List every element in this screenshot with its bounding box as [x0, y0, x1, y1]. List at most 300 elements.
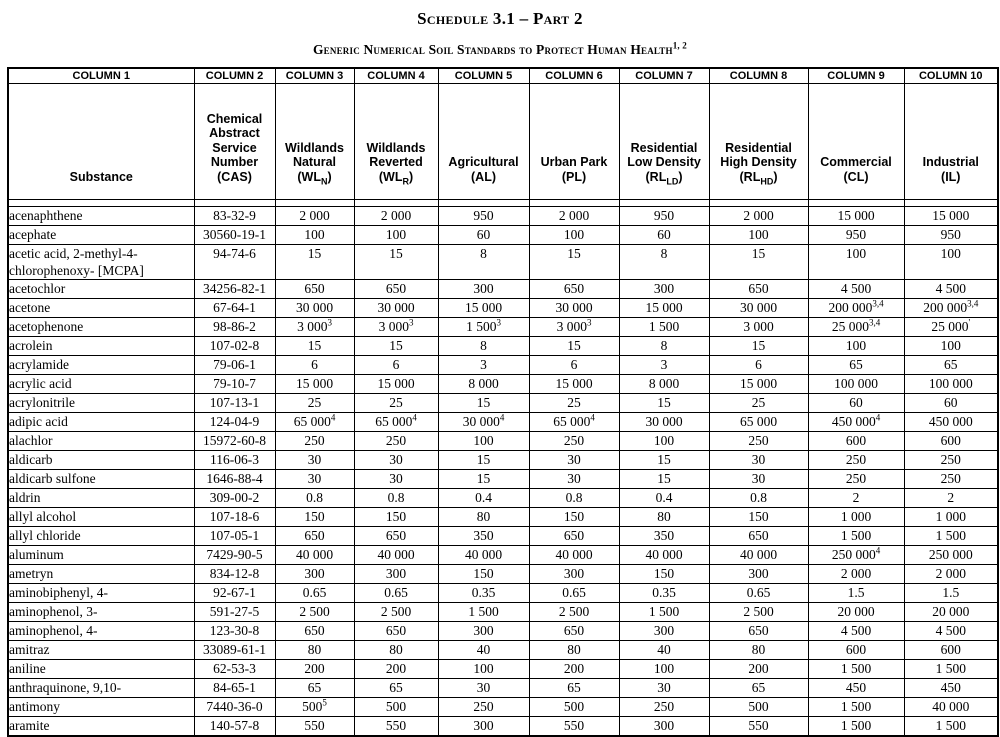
standard-value-cell: 15 000: [529, 375, 619, 394]
standard-value-cell: 40 000: [619, 546, 709, 565]
standard-value-cell: 300: [438, 717, 529, 736]
standard-value-cell: 300: [438, 280, 529, 299]
standard-value-cell: 600: [904, 432, 998, 451]
standard-value-cell: 60: [808, 394, 904, 413]
standard-value-cell: 950: [904, 226, 998, 245]
substance-cell: aminophenol, 4-: [8, 622, 194, 641]
standard-value-cell: 650: [354, 622, 438, 641]
standard-value-cell: 4 500: [904, 280, 998, 299]
standard-value-cell: 0.65: [709, 584, 808, 603]
substance-cell: acetone: [8, 299, 194, 318]
standard-value-cell: 15: [354, 245, 438, 280]
substance-cell: acrylonitrile: [8, 394, 194, 413]
cas-number-cell: 98-86-2: [194, 318, 275, 337]
standard-value-cell: 0.65: [529, 584, 619, 603]
column-title-header: Wildlands Natural $(WL_N)$: [275, 84, 354, 200]
standard-value-cell: 100: [275, 226, 354, 245]
standard-value-cell: 0.8: [275, 489, 354, 508]
substance-cell: allyl alcohol: [8, 508, 194, 527]
standard-value-cell: 500: [354, 698, 438, 717]
standard-value-cell: 1.5: [904, 584, 998, 603]
table-row: [8, 245, 998, 280]
spacer-cell: [904, 200, 998, 207]
substance-cell: acrylamide: [8, 356, 194, 375]
standard-value-cell: 25 000': [904, 318, 998, 337]
standard-value-cell: 8 000: [438, 375, 529, 394]
column-number-header: COLUMN 8: [709, 68, 808, 84]
standard-value-cell: 2: [904, 489, 998, 508]
standard-value-cell: 20 000: [808, 603, 904, 622]
substance-cell: acetic acid, 2-methyl-4-chlorophenoxy- [MCPA]: [8, 245, 194, 280]
cas-number-cell: 92-67-1: [194, 584, 275, 603]
substance-cell: ametryn: [8, 565, 194, 584]
standard-value-cell: 1 500: [808, 527, 904, 546]
standard-value-cell: 15 000: [619, 299, 709, 318]
standard-value-cell: 150: [438, 565, 529, 584]
cas-number-cell: 107-05-1: [194, 527, 275, 546]
standard-value-cell: 250: [808, 451, 904, 470]
column-title-row: [8, 84, 998, 200]
standard-value-cell: 65: [904, 356, 998, 375]
standard-value-cell: 30: [275, 451, 354, 470]
standard-value-cell: 65 $000^4$: [354, 413, 438, 432]
standard-value-cell: 0.4: [438, 489, 529, 508]
standard-value-cell: 3: [438, 356, 529, 375]
column-number-header: COLUMN 10: [904, 68, 998, 84]
standard-value-cell: 65: [529, 679, 619, 698]
standard-value-cell: 30 000: [529, 299, 619, 318]
standard-value-cell: 1 500: [808, 717, 904, 736]
column-title-header: Commercial (CL): [808, 84, 904, 200]
standard-value-cell: 100: [438, 660, 529, 679]
standard-value-cell: 30 000: [275, 299, 354, 318]
standard-value-cell: 30: [529, 451, 619, 470]
column-number-header: COLUMN 5: [438, 68, 529, 84]
column-title-header: Residential High Density $(RL_{HD})$: [709, 84, 808, 200]
standard-value-cell: 2 000: [354, 207, 438, 226]
table-row: [8, 717, 998, 736]
standard-value-cell: 30 000: [354, 299, 438, 318]
table-row: [8, 508, 998, 527]
standard-value-cell: 30 000: [619, 413, 709, 432]
standard-value-cell: 30: [275, 470, 354, 489]
standard-value-cell: 30: [354, 451, 438, 470]
table-row: [8, 565, 998, 584]
spacer-row: [8, 200, 998, 207]
standard-value-cell: 100: [709, 226, 808, 245]
spacer-cell: [709, 200, 808, 207]
cas-number-cell: 67-64-1: [194, 299, 275, 318]
standard-value-cell: 15: [354, 337, 438, 356]
standard-value-cell: 40 000: [904, 698, 998, 717]
cas-number-cell: 140-57-8: [194, 717, 275, 736]
column-number-header: COLUMN 7: [619, 68, 709, 84]
spacer-cell: [438, 200, 529, 207]
standard-value-cell: 650: [275, 622, 354, 641]
standard-value-cell: 2 000: [808, 565, 904, 584]
standard-value-cell: 200 000$^{3,4}$: [808, 299, 904, 318]
cas-number-cell: 116-06-3: [194, 451, 275, 470]
standard-value-cell: 1 500: [619, 318, 709, 337]
standard-value-cell: 2 000: [904, 565, 998, 584]
cas-number-cell: 30560-19-1: [194, 226, 275, 245]
substance-cell: acrylic acid: [8, 375, 194, 394]
standard-value-cell: 25: [354, 394, 438, 413]
standard-value-cell: 6: [354, 356, 438, 375]
standard-value-cell: 40 000: [354, 546, 438, 565]
standard-value-cell: 65 000: [709, 413, 808, 432]
standard-value-cell: 65: [808, 356, 904, 375]
standard-value-cell: 6: [529, 356, 619, 375]
standard-value-cell: 2 000: [275, 207, 354, 226]
standard-value-cell: 300: [354, 565, 438, 584]
column-title-header: Chemical Abstract Service Number (CAS): [194, 84, 275, 200]
spacer-cell: [275, 200, 354, 207]
substance-cell: allyl chloride: [8, 527, 194, 546]
standard-value-cell: 500: [529, 698, 619, 717]
standard-value-cell: 650: [354, 527, 438, 546]
standard-value-cell: 1 000: [904, 508, 998, 527]
standard-value-cell: 4 500: [904, 622, 998, 641]
cas-number-cell: 107-18-6: [194, 508, 275, 527]
standard-value-cell: 1 500: [904, 717, 998, 736]
cas-number-cell: 107-02-8: [194, 337, 275, 356]
standard-value-cell: 6: [275, 356, 354, 375]
standard-value-cell: 100: [354, 226, 438, 245]
column-title-header: Substance: [8, 84, 194, 200]
standard-value-cell: 1 500: [808, 698, 904, 717]
standard-value-cell: 650: [275, 527, 354, 546]
substance-cell: acrolein: [8, 337, 194, 356]
standard-value-cell: 15 000: [904, 207, 998, 226]
standard-value-cell: 8: [438, 245, 529, 280]
substance-cell: aminobiphenyl, 4-: [8, 584, 194, 603]
standard-value-cell: 3 $000^3$: [354, 318, 438, 337]
standard-value-cell: 6: [709, 356, 808, 375]
standard-value-cell: 100: [619, 660, 709, 679]
standard-value-cell: 65 $000^4$: [529, 413, 619, 432]
standard-value-cell: 40 000: [275, 546, 354, 565]
standard-value-cell: 1 500: [904, 660, 998, 679]
cas-number-cell: 123-30-8: [194, 622, 275, 641]
spacer-cell: [808, 200, 904, 207]
standard-value-cell: 15 000: [808, 207, 904, 226]
cas-number-cell: 79-10-7: [194, 375, 275, 394]
standard-value-cell: 150: [619, 565, 709, 584]
cas-number-cell: 834-12-8: [194, 565, 275, 584]
standard-value-cell: 250: [904, 470, 998, 489]
standard-value-cell: 150: [709, 508, 808, 527]
standard-value-cell: 60: [619, 226, 709, 245]
standard-value-cell: 650: [709, 622, 808, 641]
cas-number-cell: 33089-61-1: [194, 641, 275, 660]
standard-value-cell: 950: [619, 207, 709, 226]
standard-value-cell: 650: [529, 280, 619, 299]
standard-value-cell: 0.65: [354, 584, 438, 603]
standard-value-cell: 30: [354, 470, 438, 489]
standard-value-cell: 650: [275, 280, 354, 299]
standard-value-cell: 250: [354, 432, 438, 451]
standard-value-cell: 2 500: [275, 603, 354, 622]
standard-value-cell: 1 500: [904, 527, 998, 546]
standard-value-cell: 950: [808, 226, 904, 245]
page-subtitle-text: Generic Numerical Soil Standards to Protect Human Health: [312, 42, 673, 57]
standard-value-cell: 65: [354, 679, 438, 698]
table-row: [8, 280, 998, 299]
substance-cell: alachlor: [8, 432, 194, 451]
standard-value-cell: 1 500: [808, 660, 904, 679]
table-row: [8, 641, 998, 660]
standard-value-cell: 8: [619, 337, 709, 356]
standard-value-cell: 1.5: [808, 584, 904, 603]
table-row: [8, 432, 998, 451]
standard-value-cell: 350: [438, 527, 529, 546]
spacer-cell: [529, 200, 619, 207]
standard-value-cell: 1 500: [438, 603, 529, 622]
standard-value-cell: 30: [619, 679, 709, 698]
table-row: [8, 318, 998, 337]
cas-number-cell: 1646-88-4: [194, 470, 275, 489]
standard-value-cell: 100: [808, 337, 904, 356]
standard-value-cell: 250: [808, 470, 904, 489]
cas-number-cell: 83-32-9: [194, 207, 275, 226]
standard-value-cell: 25: [709, 394, 808, 413]
standard-value-cell: 550: [529, 717, 619, 736]
standard-value-cell: 2 500: [354, 603, 438, 622]
standard-value-cell: 200: [709, 660, 808, 679]
column-title-header: Residential Low Density $(RL_{LD})$: [619, 84, 709, 200]
standard-value-cell: 3 $000^3$: [529, 318, 619, 337]
standard-value-cell: 450: [808, 679, 904, 698]
standard-value-cell: 250: [904, 451, 998, 470]
standard-value-cell: 60: [904, 394, 998, 413]
cas-number-cell: 591-27-5: [194, 603, 275, 622]
column-title-header: Urban Park (PL): [529, 84, 619, 200]
standard-value-cell: 100: [808, 245, 904, 280]
standard-value-cell: 200: [354, 660, 438, 679]
standard-value-cell: 650: [529, 527, 619, 546]
table-row: [8, 394, 998, 413]
table-row: [8, 546, 998, 565]
standard-value-cell: 250 000: [904, 546, 998, 565]
cas-number-cell: 15972-60-8: [194, 432, 275, 451]
standard-value-cell: 300: [619, 280, 709, 299]
standard-value-cell: 15 000: [354, 375, 438, 394]
standard-value-cell: 3: [619, 356, 709, 375]
standard-value-cell: 100 000: [808, 375, 904, 394]
standard-value-cell: 350: [619, 527, 709, 546]
standard-value-cell: 15: [529, 245, 619, 280]
cas-number-cell: 62-53-3: [194, 660, 275, 679]
standard-value-cell: 80: [709, 641, 808, 660]
cas-number-cell: 7429-90-5: [194, 546, 275, 565]
standard-value-cell: 15: [709, 337, 808, 356]
standard-value-cell: 2 000: [709, 207, 808, 226]
standard-value-cell: 550: [709, 717, 808, 736]
standard-value-cell: 650: [709, 280, 808, 299]
standard-value-cell: 4 500: [808, 280, 904, 299]
standard-value-cell: 40 000: [438, 546, 529, 565]
standard-value-cell: 15: [438, 394, 529, 413]
substance-cell: aldicarb sulfone: [8, 470, 194, 489]
standard-value-cell: 0.35: [438, 584, 529, 603]
standard-value-cell: 100: [438, 432, 529, 451]
page-subtitle-footnote-marker: 1, 2: [672, 40, 688, 51]
standard-value-cell: 450 $000^4$: [808, 413, 904, 432]
standard-value-cell: 450 000: [904, 413, 998, 432]
standard-value-cell: 100: [904, 245, 998, 280]
standard-value-cell: 15: [275, 337, 354, 356]
standard-value-cell: 2 500: [709, 603, 808, 622]
standard-value-cell: 1 $500^3$: [438, 318, 529, 337]
standard-value-cell: 550: [354, 717, 438, 736]
cas-number-cell: 79-06-1: [194, 356, 275, 375]
table-row: [8, 679, 998, 698]
table-row: [8, 489, 998, 508]
substance-cell: aldrin: [8, 489, 194, 508]
standard-value-cell: 250 $000^4$: [808, 546, 904, 565]
standard-value-cell: 550: [275, 717, 354, 736]
page-subtitle: [0, 42, 1000, 58]
standard-value-cell: 100: [619, 432, 709, 451]
standard-value-cell: 0.8: [709, 489, 808, 508]
standard-value-cell: 500: [709, 698, 808, 717]
standard-value-cell: 250: [275, 432, 354, 451]
standard-value-cell: 25: [275, 394, 354, 413]
standard-value-cell: 30 $000^4$: [438, 413, 529, 432]
standard-value-cell: 65: [709, 679, 808, 698]
table-row: [8, 584, 998, 603]
spacer-cell: [619, 200, 709, 207]
table-row: [8, 299, 998, 318]
standard-value-cell: 250: [709, 432, 808, 451]
standard-value-cell: 15: [529, 337, 619, 356]
substance-cell: anthraquinone, 9,10-: [8, 679, 194, 698]
standard-value-cell: 300: [275, 565, 354, 584]
standard-value-cell: 2 000: [529, 207, 619, 226]
spacer-cell: [194, 200, 275, 207]
standard-value-cell: 15: [709, 245, 808, 280]
column-number-header: COLUMN 4: [354, 68, 438, 84]
standard-value-cell: 80: [438, 508, 529, 527]
standard-value-cell: 4 500: [808, 622, 904, 641]
table-row: [8, 375, 998, 394]
standard-value-cell: 1 000: [808, 508, 904, 527]
standard-value-cell: 950: [438, 207, 529, 226]
substance-cell: aluminum: [8, 546, 194, 565]
standard-value-cell: 40 000: [709, 546, 808, 565]
standard-value-cell: 650: [709, 527, 808, 546]
standard-value-cell: 2 500: [529, 603, 619, 622]
standard-value-cell: 300: [619, 622, 709, 641]
standard-value-cell: 15: [619, 394, 709, 413]
table-row: [8, 527, 998, 546]
standard-value-cell: 2: [808, 489, 904, 508]
column-title-header: Wildlands Reverted $(WL_R)$: [354, 84, 438, 200]
standard-value-cell: 200 000$^{3,4}$: [904, 299, 998, 318]
standard-value-cell: 25 000$^{3,4}$: [808, 318, 904, 337]
standard-value-cell: 80: [275, 641, 354, 660]
page-title: Schedule 3.1 – Part 2: [417, 9, 583, 28]
standard-value-cell: 30: [709, 470, 808, 489]
standard-value-cell: 600: [808, 432, 904, 451]
standard-value-cell: 0.8: [529, 489, 619, 508]
standard-value-cell: 15 000: [438, 299, 529, 318]
standard-value-cell: 65 $000^4$: [275, 413, 354, 432]
standard-value-cell: 250: [619, 698, 709, 717]
standard-value-cell: 3 000: [709, 318, 808, 337]
standard-value-cell: 650: [529, 622, 619, 641]
standard-value-cell: 60: [438, 226, 529, 245]
standard-value-cell: 100: [904, 337, 998, 356]
table-row: [8, 470, 998, 489]
substance-cell: adipic acid: [8, 413, 194, 432]
standard-value-cell: 300: [619, 717, 709, 736]
table-row: [8, 356, 998, 375]
substance-cell: acephate: [8, 226, 194, 245]
table-row: [8, 337, 998, 356]
cas-number-cell: 94-74-6: [194, 245, 275, 280]
standard-value-cell: 30 000: [709, 299, 808, 318]
standard-value-cell: 300: [438, 622, 529, 641]
standard-value-cell: 8: [619, 245, 709, 280]
soil-standards-table: [7, 67, 999, 737]
standard-value-cell: 15: [438, 451, 529, 470]
standard-value-cell: 15: [619, 470, 709, 489]
standard-value-cell: 15: [275, 245, 354, 280]
standard-value-cell: 150: [275, 508, 354, 527]
standard-value-cell: 8 000: [619, 375, 709, 394]
standard-value-cell: 100: [529, 226, 619, 245]
standard-value-cell: 8: [438, 337, 529, 356]
standard-value-cell: 300: [529, 565, 619, 584]
column-number-header: COLUMN 1: [8, 68, 194, 84]
table-row: [8, 451, 998, 470]
column-number-row: [8, 68, 998, 84]
standard-value-cell: 40: [619, 641, 709, 660]
column-number-header: COLUMN 9: [808, 68, 904, 84]
standard-value-cell: 30: [709, 451, 808, 470]
spacer-cell: [8, 200, 194, 207]
cas-number-cell: 84-65-1: [194, 679, 275, 698]
standard-value-cell: 600: [808, 641, 904, 660]
table-row: [8, 226, 998, 245]
standard-value-cell: 0.8: [354, 489, 438, 508]
table-row: [8, 603, 998, 622]
column-number-header: COLUMN 3: [275, 68, 354, 84]
standard-value-cell: 1 500: [619, 603, 709, 622]
table-row: [8, 207, 998, 226]
standard-value-cell: 20 000: [904, 603, 998, 622]
standard-value-cell: 15: [438, 470, 529, 489]
table-row: [8, 622, 998, 641]
cas-number-cell: 309-00-2: [194, 489, 275, 508]
standard-value-cell: 650: [354, 280, 438, 299]
substance-cell: aminophenol, 3-: [8, 603, 194, 622]
table-row: [8, 413, 998, 432]
cas-number-cell: 107-13-1: [194, 394, 275, 413]
standard-value-cell: $500^5$: [275, 698, 354, 717]
substance-cell: acetochlor: [8, 280, 194, 299]
standard-value-cell: 600: [904, 641, 998, 660]
standard-value-cell: 250: [529, 432, 619, 451]
standard-value-cell: 80: [354, 641, 438, 660]
standard-value-cell: 65: [275, 679, 354, 698]
standard-value-cell: 0.4: [619, 489, 709, 508]
standard-value-cell: 40 000: [529, 546, 619, 565]
standard-value-cell: 15 000: [275, 375, 354, 394]
standard-value-cell: 15: [619, 451, 709, 470]
